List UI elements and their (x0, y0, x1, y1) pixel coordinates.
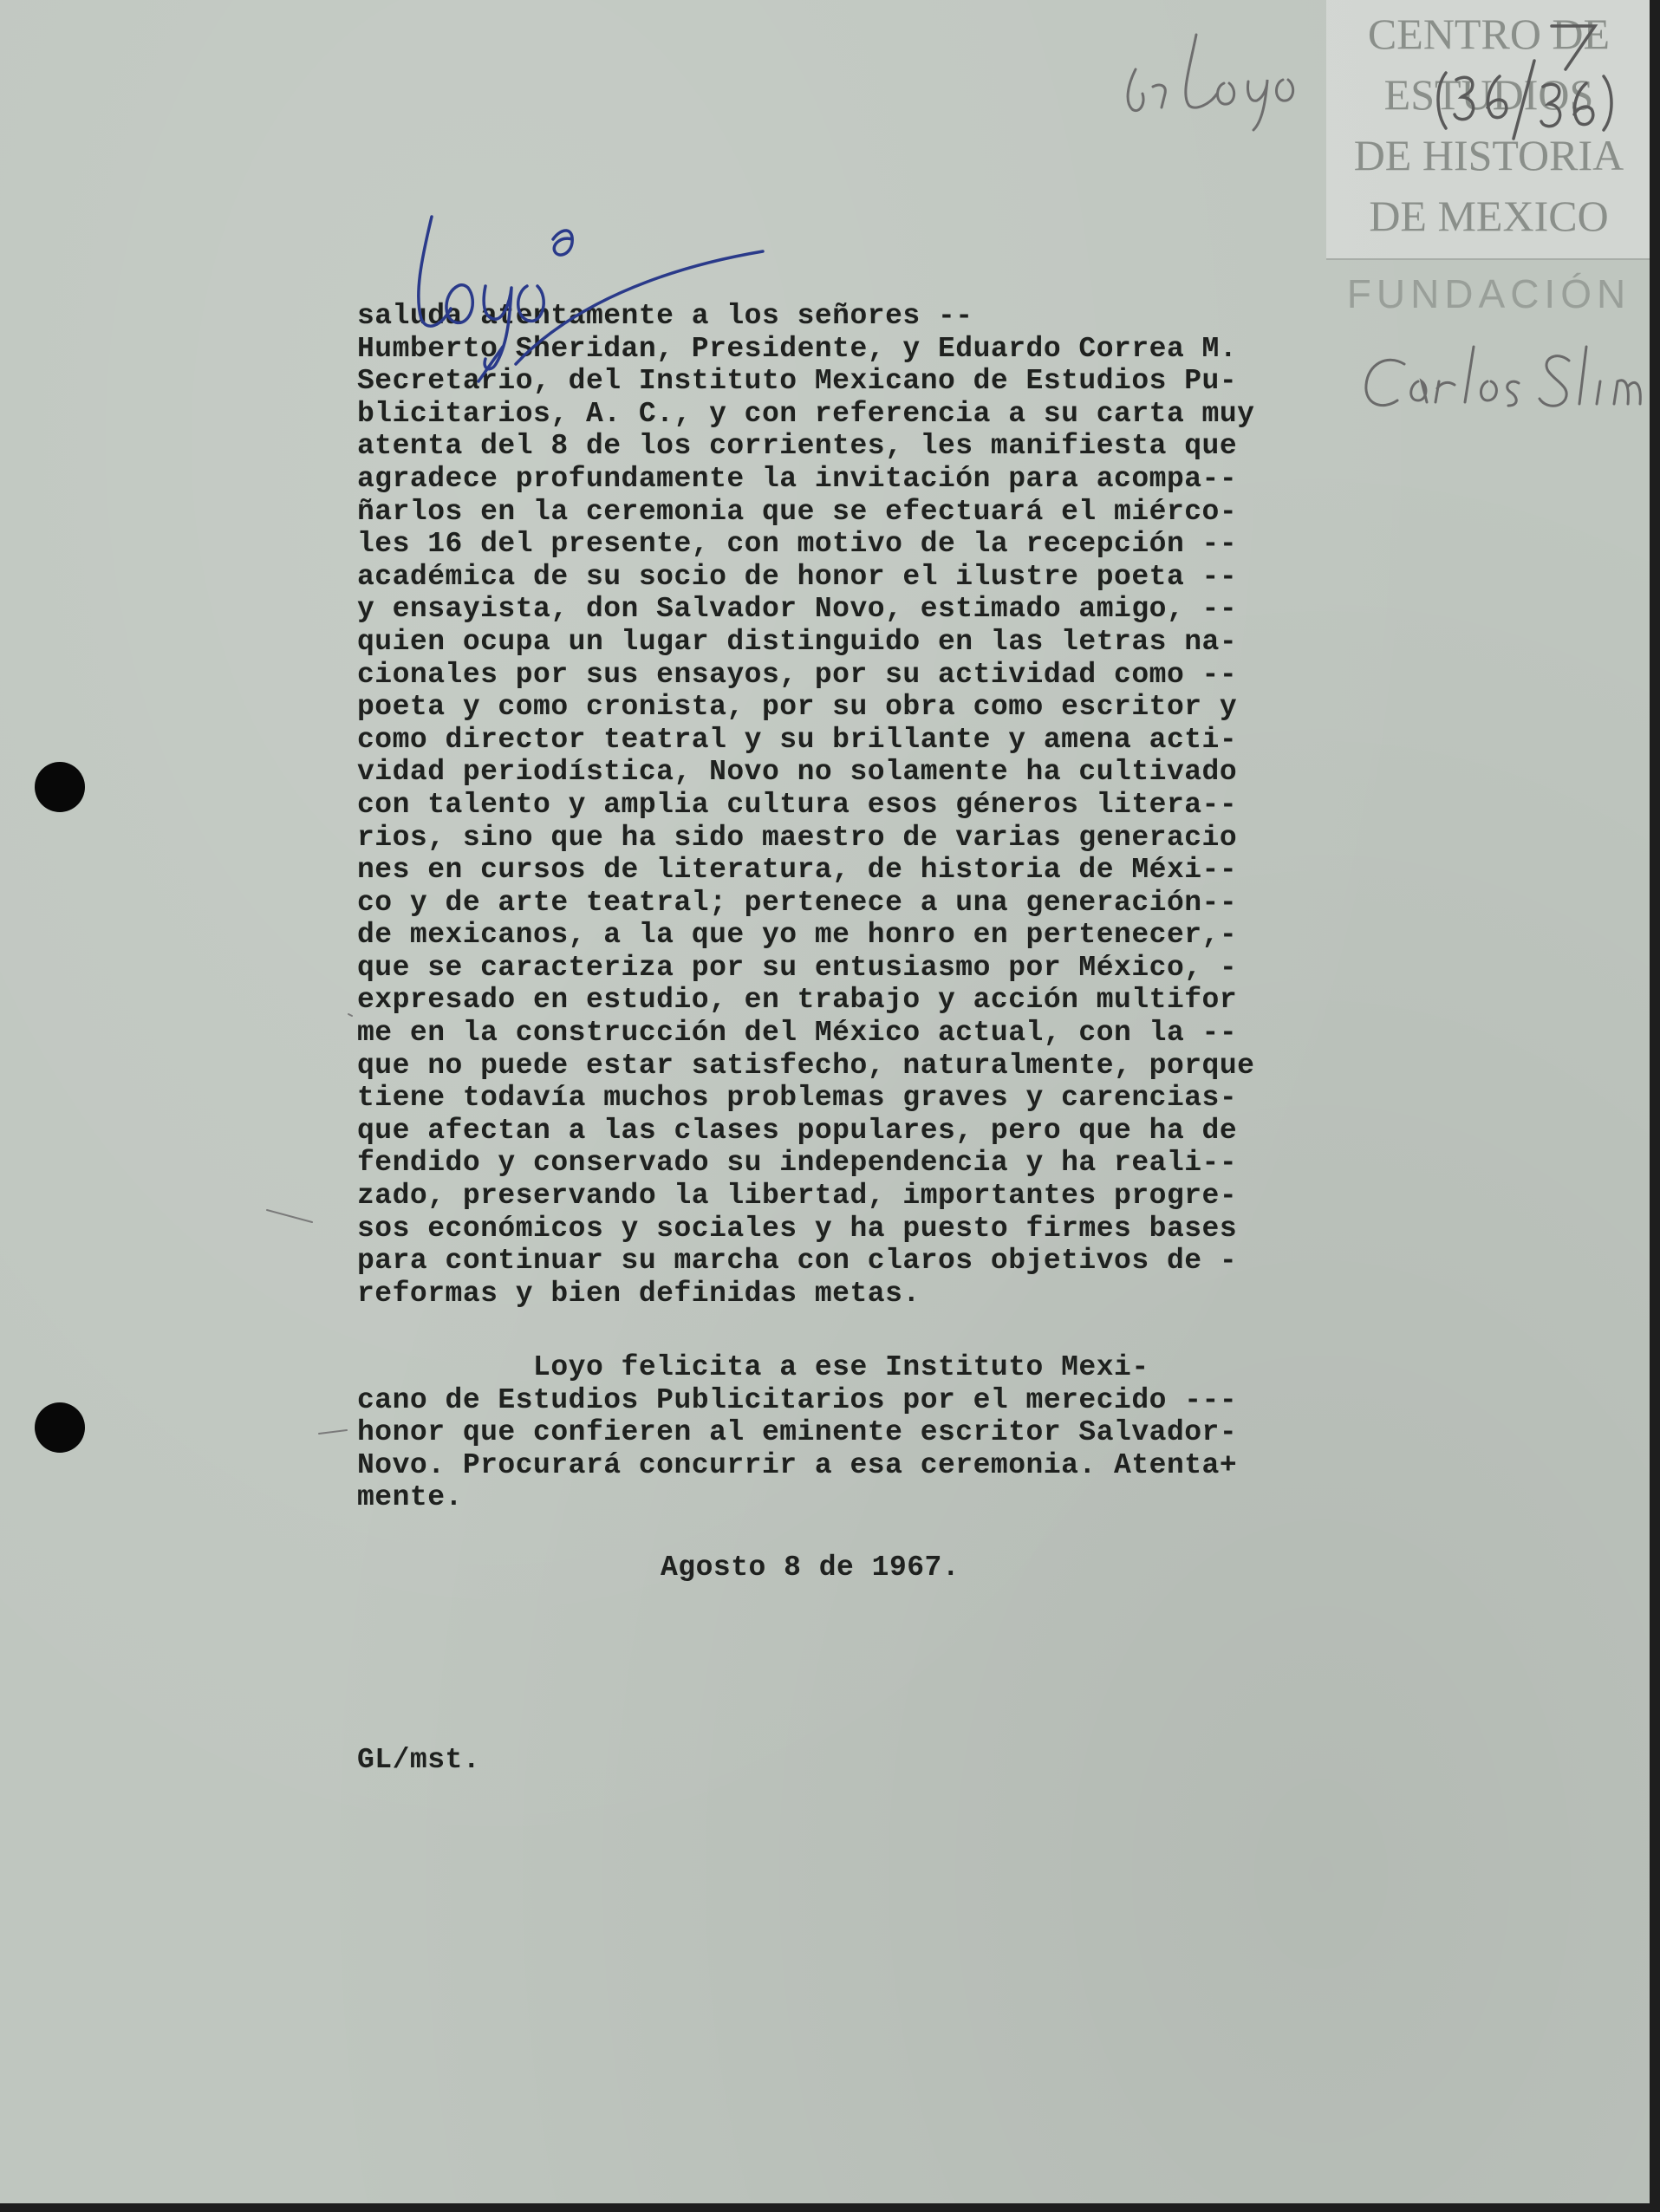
archive-stamp-line: CENTRO DE (1367, 10, 1611, 58)
scan-border-bottom (0, 2203, 1660, 2212)
punch-hole (35, 762, 85, 812)
archive-stamp-line: DE HISTORIA (1353, 131, 1624, 179)
archive-stamp-divider (1326, 258, 1651, 260)
scan-border-right (1650, 0, 1660, 2212)
letter-body-paragraph-1: saluda atentamente a los señores -- Humberto Sheridan, Presidente, y Eduardo Correa M. Secretario, del Instituto Mexicano de Estudios Pu- blicitarios, A. C., y con referencia a su carta muy atenta del 8 de los corrientes, les manifiesta que agradece profundamente la invitación para acompa-- ñarlos en la ceremonia que se efectuará el miérco- les 16 del presente, con motivo de la recepción -- académica de su socio de honor el ilustre poeta -- y ensayista, don Salvador Novo, estimado amigo, -- quien ocupa un lugar distinguido en las letras na- cionales por sus ensayos, por su actividad como -- poeta y como cronista, por su obra como escritor y como director teatral y su brillante y amena acti- vidad periodística, Novo no solamente ha cultivado con talento y amplia cultura esos géneros litera-- rios, sino que ha sido maestro de varias generacio nes en cursos de literatura, de historia de Méxi-- co y de arte teatral; pertenece a una generación-- de mexicanos, a la que yo me honro en pertenecer,- que se caracteriza por su entusiasmo por México, - expresado en estudio, en trabajo y acción multifor me en la construcción del México actual, con la -- que no puede estar satisfecho, naturalmente, porque tiene todavía muchos problemas graves y carencias- que afectan a las clases populares, pero que ha de fendido y conservado su independencia y ha reali-- zado, preservando la libertad, importantes progre- sos económicos y sociales y ha puesto firmes bases para continuar su marcha con claros objetivos de - reformas y bien definidas metas. (357, 300, 1255, 1310)
typist-initials: GL/mst. (357, 1744, 481, 1776)
archive-stamp-line: FUNDACIÓN (1346, 271, 1631, 316)
letter-body-paragraph-2: Loyo felicita a ese Instituto Mexi- cano de Estudios Publicitarios por el merecido --- honor que confieren al eminente escritor Salvador- Novo. Procurará concurrir a esa ceremonia. Atenta+ mente. (357, 1351, 1238, 1514)
archive-stamp-line: ESTUDIOS (1383, 70, 1594, 119)
punch-hole (35, 1402, 85, 1453)
archive-stamp-line: DE MEXICO (1369, 192, 1609, 240)
letter-date: Agosto 8 de 1967. (661, 1552, 960, 1584)
